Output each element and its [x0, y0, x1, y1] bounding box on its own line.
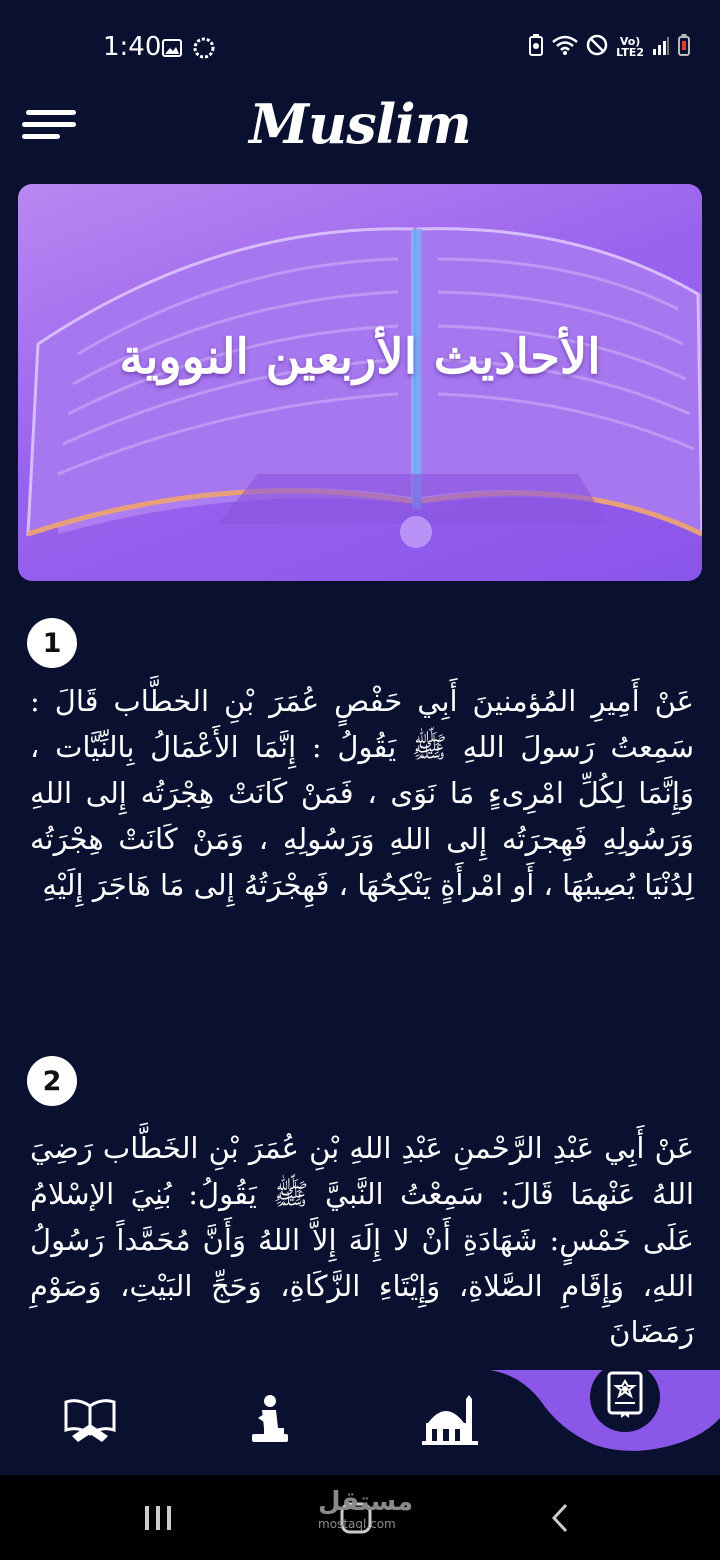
recent-apps-button[interactable] [128, 1493, 188, 1543]
lte-label: LTE2 [616, 46, 644, 59]
battery-low-icon [678, 34, 690, 60]
app-title: Muslim [249, 92, 471, 156]
banner-title: الأحاديث الأربعين النووية [119, 329, 601, 385]
hadith-book-icon [605, 1371, 645, 1423]
do-not-disturb-icon [586, 34, 608, 60]
watermark-logo: مستقل [318, 1487, 414, 1517]
status-time: 1:40 [103, 32, 162, 62]
status-left-icons [162, 36, 216, 64]
hadith-text: عَنْ أَمِيرِ المُؤمنينَ أَبِي حَفْصٍ عُمَرَ بْنِ الخطَّاب قَالَ : سَمِعتُ رَسولَ اللهِ ﷺ يَقُولُ : إِنَّمَا الأَعْمَالُ بِالنِّيَّات ، وَإِنَّمَا لِكُلِّ امْرِىءٍ مَا نَوَى ، فَمَنْ كَانَتْ هِجْرَتُه إِلى اللهِ وَرَسُولِهِ فَهِجرَتُه إِلى اللهِ وَرَسُولِهِ ، وَمَنْ كَانَتْ هِجْرَتُه لِدُنْيَا يُصِيبُهَا ، أَو امْرأَةٍ يَنْكِحُهَا ، فَهِجْرَتُهُ إِلى مَا هَاجَرَ إِلَيْهِ [30, 684, 694, 902]
nav-hadith[interactable] [590, 1362, 660, 1432]
app-header [0, 92, 720, 172]
wifi-icon [552, 35, 578, 59]
signal-icon [652, 35, 670, 59]
status-bar [0, 0, 720, 92]
open-quran-icon [62, 1396, 118, 1448]
volte-indicator [616, 36, 644, 58]
back-icon [548, 1502, 572, 1534]
nav-prayer[interactable] [240, 1392, 300, 1452]
hadith-number-badge: 1 [27, 618, 77, 668]
hadith-banner[interactable] [18, 184, 702, 581]
back-button[interactable] [530, 1493, 590, 1543]
hadith-text: عَنْ أَبِي عَبْدِ الرَّحْمنِ عَبْدِ اللهِ بْنِ عُمَرَ بْنِ الخَطَّاب رَضِيَ اللهُ عَنْهمَا قَالَ: سَمِعْتُ النَّبيَّ ﷺ يَقُولُ: بُنِيَ الإسْلامُ عَلَى خَمْسٍ: شَهَادَةِ أَنْ لا إِلَهَ إِلاَّ اللهُ وَأَنَّ مُحَمَّداً رَسُولُ اللهِ، وَإِقَامِ الصَّلاةِ، وَإِيْتَاءِ الزَّكَاةِ، وَحَجِّ البَيْتِ، وَصَوْمِ رَمَضَانَ [30, 1131, 694, 1349]
recent-apps-icon [143, 1504, 173, 1532]
status-right-icons [528, 34, 690, 60]
hadith-number-badge: 2 [27, 1056, 77, 1106]
battery-saver-icon [528, 34, 544, 60]
nav-quran[interactable] [60, 1392, 120, 1452]
hadith-list [0, 610, 720, 1370]
mosque-icon [422, 1395, 478, 1449]
volte-label: Vo) [619, 35, 641, 48]
loading-spinner-icon [192, 36, 216, 64]
gallery-icon [162, 39, 182, 61]
watermark-url: mostaql.com [318, 1517, 396, 1531]
nav-mosque[interactable] [420, 1392, 480, 1452]
system-navigation-bar [0, 1475, 720, 1560]
praying-person-icon [250, 1394, 290, 1450]
bottom-navigation [0, 1370, 720, 1475]
